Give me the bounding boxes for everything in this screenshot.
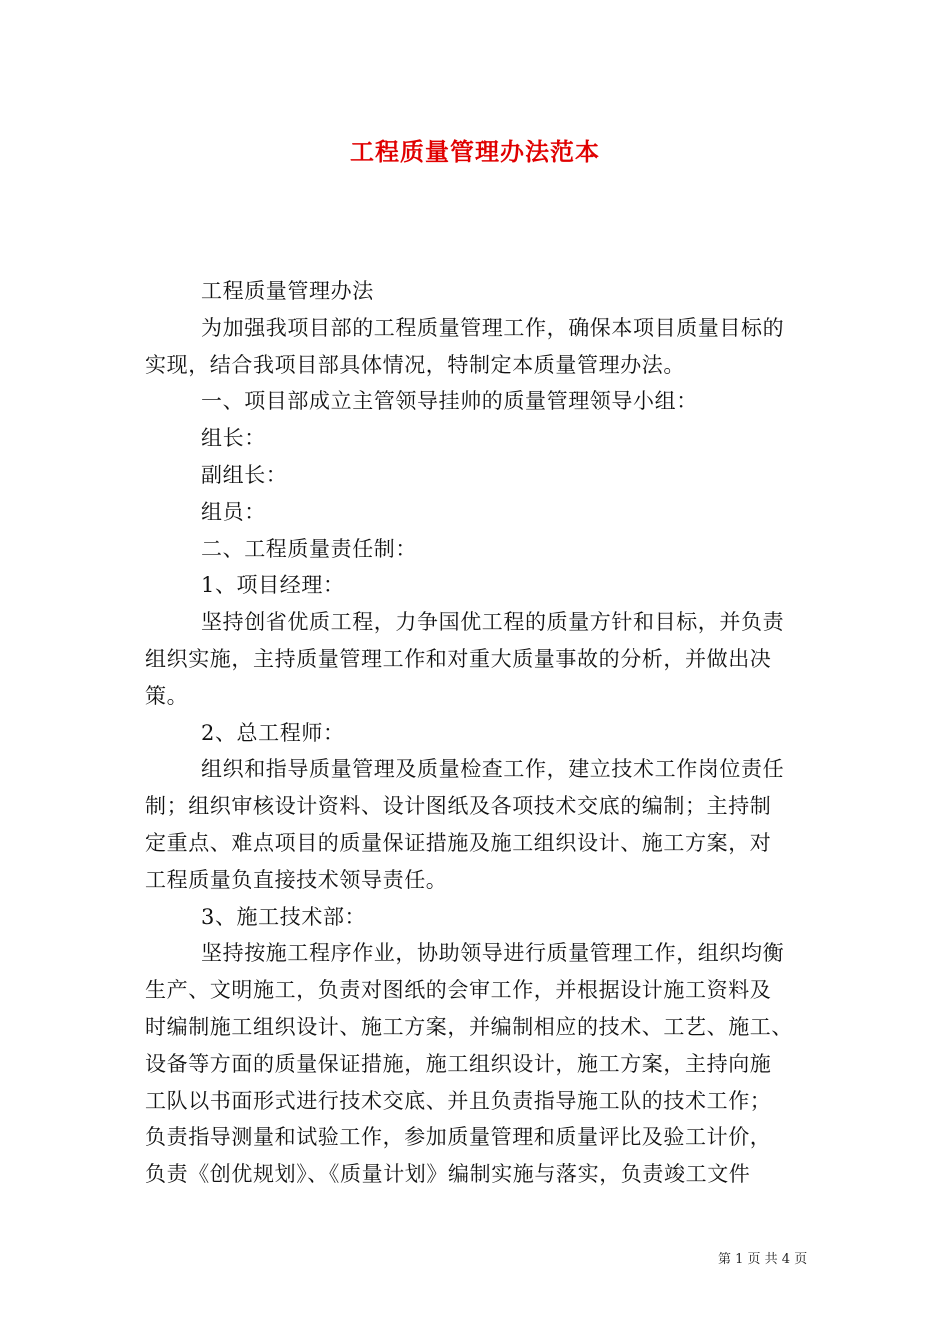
text-line: 2、总工程师： [201,720,345,745]
document-body [145,273,825,1193]
paragraph [145,604,825,714]
text-line: 二、工程质量责任制： [201,536,417,561]
text-line: 一、项目部成立主管领导挂帅的质量管理领导小组： [201,389,698,414]
text-line: 工程质量管理办法 [201,279,374,303]
paragraph [145,531,825,568]
document-title: 工程质量管理办法范本 [350,137,600,166]
paragraph [145,494,825,531]
paragraph [145,273,825,310]
text-line: 负责指导测量和试验工作，参加质量管理和质量评比及验工计价， [145,1125,772,1150]
paragraph [145,935,825,1193]
text-line: 设备等方面的质量保证措施，施工组织设计，施工方案，主持向施 [145,1051,772,1076]
paragraph [145,457,825,494]
text-line: 组织实施，主持质量管理工作和对重大质量事故的分析，并做出决 [145,646,772,671]
paragraph [145,751,825,898]
text-line: 制；组织审核设计资料、设计图纸及各项技术交底的编制；主持制 [145,794,772,819]
paragraph [145,899,825,936]
text-line: 坚持创省优质工程，力争国优工程的质量方针和目标，并负责 [201,610,785,635]
text-line: 负责《创优规划》、《质量计划》编制实施与落实，负责竣工文件 [145,1162,751,1187]
page-number: 第 1 页 共 4 页 [718,1252,808,1267]
paragraph [145,310,825,384]
text-line: 坚持按施工程序作业，协助领导进行质量管理工作，组织均衡 [201,941,785,966]
text-line: 组织和指导质量管理及质量检查工作，建立技术工作岗位责任 [201,757,785,782]
text-line: 为加强我项目部的工程质量管理工作，确保本项目质量目标的 [201,315,785,340]
text-line: 时编制施工组织设计、施工方案，并编制相应的技术、工艺、施工、 [145,1014,793,1039]
text-line: 1、项目经理： [201,573,345,598]
text-line: 3、施工技术部： [201,904,367,929]
text-line: 组员： [201,499,266,524]
paragraph [145,420,825,457]
text-line: 工队以书面形式进行技术交底、并且负责指导施工队的技术工作； [145,1088,772,1113]
text-line: 实现，结合我项目部具体情况，特制定本质量管理办法。 [145,352,685,377]
text-line: 工程质量负直接技术领导责任。 [145,867,448,892]
paragraph [145,383,825,420]
paragraph [145,715,825,752]
text-line: 定重点、难点项目的质量保证措施及施工组织设计、施工方案，对 [145,830,772,855]
text-line: 组长： [201,426,266,451]
text-line: 生产、文明施工，负责对图纸的会审工作，并根据设计施工资料及 [145,978,772,1003]
text-line: 策。 [145,683,189,708]
text-line: 副组长： [201,462,288,487]
paragraph [145,567,825,604]
